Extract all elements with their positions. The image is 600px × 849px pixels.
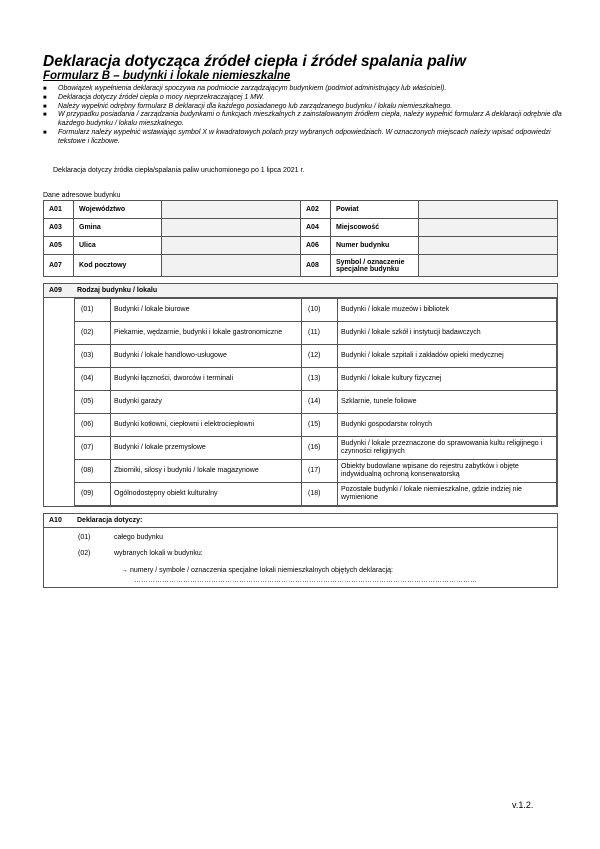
field-code: A08 bbox=[301, 255, 331, 277]
option-label: Szklarnie, tunele foliowe bbox=[338, 391, 557, 414]
instruction-item: ■ Obowiązek wypełnienia deklaracji spoczywa na podmiocie zarządzającym budynkiem (podmiot administrujący lub właściciel). bbox=[43, 85, 447, 92]
option-label: całego budynku bbox=[114, 534, 164, 541]
option-number[interactable]: (11) bbox=[302, 322, 338, 345]
option-number[interactable]: (05) bbox=[75, 391, 111, 414]
field-code: A06 bbox=[301, 237, 331, 255]
option-number[interactable]: (02) bbox=[78, 550, 91, 557]
option-label: Budynki garaży bbox=[111, 391, 302, 414]
document-subtitle: Formularz B – budynki i lokale niemieszkalne bbox=[43, 70, 291, 82]
section-title: Deklaracja dotyczy: bbox=[77, 517, 143, 524]
bullet-icon: ■ bbox=[43, 129, 47, 136]
option-row bbox=[75, 299, 557, 322]
field-label: Ulica bbox=[74, 237, 162, 255]
field-code: A01 bbox=[44, 201, 74, 219]
declaration-note: Deklaracja dotyczy źródła ciepła/spalania paliw uruchomionego po 1 lipca 2021 r. bbox=[53, 167, 305, 174]
address-row bbox=[44, 237, 558, 255]
instruction-item: ■ W przypadku posiadania / zarządzania budynkami o funkcjach mieszkalnych z zainstalowanym źródłem ciepła, należy wypełnić formularz A deklaracji odrębnie dla każdego budynku / lokalu mieszkalnego. bbox=[43, 111, 562, 128]
building-symbol-field[interactable] bbox=[419, 255, 558, 277]
locality-field[interactable] bbox=[419, 219, 558, 237]
option-number[interactable]: (16) bbox=[302, 437, 338, 460]
building-number-field[interactable] bbox=[419, 237, 558, 255]
instructions-list bbox=[43, 85, 563, 147]
option-row bbox=[75, 437, 557, 460]
option-number[interactable]: (08) bbox=[75, 460, 111, 483]
section-body bbox=[44, 298, 557, 506]
address-table bbox=[43, 200, 558, 277]
option-label: Budynki / lokale szpitali i zakładów opieki medycznej bbox=[338, 345, 557, 368]
field-label: Gmina bbox=[74, 219, 162, 237]
option-row bbox=[75, 345, 557, 368]
option-label: Ogólnodostępny obiekt kulturalny bbox=[111, 483, 302, 506]
option-row bbox=[75, 460, 557, 483]
option-number[interactable]: (09) bbox=[75, 483, 111, 506]
commune-field[interactable] bbox=[162, 219, 301, 237]
building-type-table bbox=[74, 298, 557, 506]
bullet-icon: ■ bbox=[43, 86, 47, 92]
field-label: Kod pocztowy bbox=[74, 255, 162, 277]
units-input-line[interactable]: ………………………………………………………………………………………………………………………………… bbox=[134, 577, 477, 584]
arrow-text: → numery / symbole / oznaczenia specjalne lokali niemieszkalnych objętych deklaracją: bbox=[121, 567, 393, 574]
section-code: A10 bbox=[49, 517, 62, 524]
option-number[interactable]: (03) bbox=[75, 345, 111, 368]
field-label: Powiat bbox=[331, 201, 419, 219]
bullet-icon: ■ bbox=[43, 94, 47, 101]
option-number[interactable]: (04) bbox=[75, 368, 111, 391]
section-header bbox=[44, 514, 557, 528]
option-number[interactable]: (15) bbox=[302, 414, 338, 437]
option-row bbox=[75, 483, 557, 506]
option-number[interactable]: (07) bbox=[75, 437, 111, 460]
option-number[interactable]: (06) bbox=[75, 414, 111, 437]
option-label: Budynki / lokale przemysłowe bbox=[111, 437, 302, 460]
address-row bbox=[44, 201, 558, 219]
option-label: Budynki / lokale muzeów i bibliotek bbox=[338, 299, 557, 322]
option-label: Budynki / lokale kultury fizycznej bbox=[338, 368, 557, 391]
section-header bbox=[44, 284, 557, 298]
option-label: Pozostałe budynki / lokale niemieszkalne, gdzie indziej nie wymienione bbox=[338, 483, 557, 506]
option-row bbox=[75, 391, 557, 414]
bullet-icon: ■ bbox=[43, 112, 47, 119]
voivodeship-field[interactable] bbox=[162, 201, 301, 219]
option-row bbox=[75, 368, 557, 391]
postal-code-field[interactable] bbox=[162, 255, 301, 277]
option-label: Budynki / lokale szkół i instytucji badawczych bbox=[338, 322, 557, 345]
option-label: wybranych lokali w budynku: bbox=[114, 550, 203, 557]
option-number[interactable]: (14) bbox=[302, 391, 338, 414]
document-title: Deklaracja dotycząca źródeł ciepła i źródeł spalania paliw bbox=[43, 53, 466, 70]
county-field[interactable] bbox=[419, 201, 558, 219]
address-row bbox=[44, 219, 558, 237]
street-field[interactable] bbox=[162, 237, 301, 255]
option-number[interactable]: (18) bbox=[302, 483, 338, 506]
section-title: Rodzaj budynku / lokalu bbox=[77, 287, 158, 294]
instruction-item: ■ Formularz należy wypełnić wstawiając symbol X w kwadratowych polach przy wybranych odpowiedziach. W oznaczonych miejscach należy wpisać odpowiedzi tekstowe i liczbowe. bbox=[43, 128, 551, 145]
option-label: Zbiorniki, silosy i budynki / lokale magazynowe bbox=[111, 460, 302, 483]
option-number[interactable]: (17) bbox=[302, 460, 338, 483]
option-label: Budynki / lokale przeznaczone do sprawowania kultu religijnego i czynności religijnych bbox=[338, 437, 557, 460]
option-label: Budynki gospodarstw rolnych bbox=[338, 414, 557, 437]
address-caption: Dane adresowe budynku bbox=[43, 192, 121, 199]
option-number[interactable]: (12) bbox=[302, 345, 338, 368]
field-code: A02 bbox=[301, 201, 331, 219]
option-label: Budynki / lokale biurowe bbox=[111, 299, 302, 322]
field-code: A05 bbox=[44, 237, 74, 255]
field-label: Województwo bbox=[74, 201, 162, 219]
field-label: Miejscowość bbox=[331, 219, 419, 237]
field-code: A04 bbox=[301, 219, 331, 237]
option-row bbox=[75, 414, 557, 437]
option-row bbox=[75, 322, 557, 345]
declaration-scope-section bbox=[43, 513, 558, 588]
option-number[interactable]: (02) bbox=[75, 322, 111, 345]
option-label: Obiekty budowlane wpisane do rejestru zabytków i objęte indywidualną ochroną konserwatorską bbox=[338, 460, 557, 483]
version-label: v.1.2. bbox=[512, 800, 534, 810]
bullet-icon: ■ bbox=[43, 103, 47, 110]
option-label: Piekarnie, wędzarnie, budynki i lokale gastronomiczne bbox=[111, 322, 302, 345]
option-label: Budynki kotłowni, ciepłowni i elektrociepłowni bbox=[111, 414, 302, 437]
field-label: Numer budynku bbox=[331, 237, 419, 255]
section-code: A09 bbox=[49, 287, 62, 294]
building-type-section bbox=[43, 283, 558, 507]
option-number[interactable]: (01) bbox=[75, 299, 111, 322]
option-number[interactable]: (13) bbox=[302, 368, 338, 391]
instruction-item: ■ Deklaracja dotyczy źródeł ciepła o mocy nieprzekraczającej 1 MW. bbox=[43, 93, 265, 101]
option-number[interactable]: (10) bbox=[302, 299, 338, 322]
instruction-item: ■ Należy wypełnić odrębny formularz B deklaracji dla każdego posiadanego lub zarządzanego budynku / lokalu niemieszkalnego. bbox=[43, 102, 453, 110]
option-number[interactable]: (01) bbox=[78, 534, 91, 541]
address-row bbox=[44, 255, 558, 277]
field-label: Symbol / oznaczenie specjalne budynku bbox=[331, 255, 419, 277]
option-label: Budynki / lokale handlowo-usługowe bbox=[111, 345, 302, 368]
option-label: Budynki łączności, dworców i terminali bbox=[111, 368, 302, 391]
field-code: A07 bbox=[44, 255, 74, 277]
field-code: A03 bbox=[44, 219, 74, 237]
